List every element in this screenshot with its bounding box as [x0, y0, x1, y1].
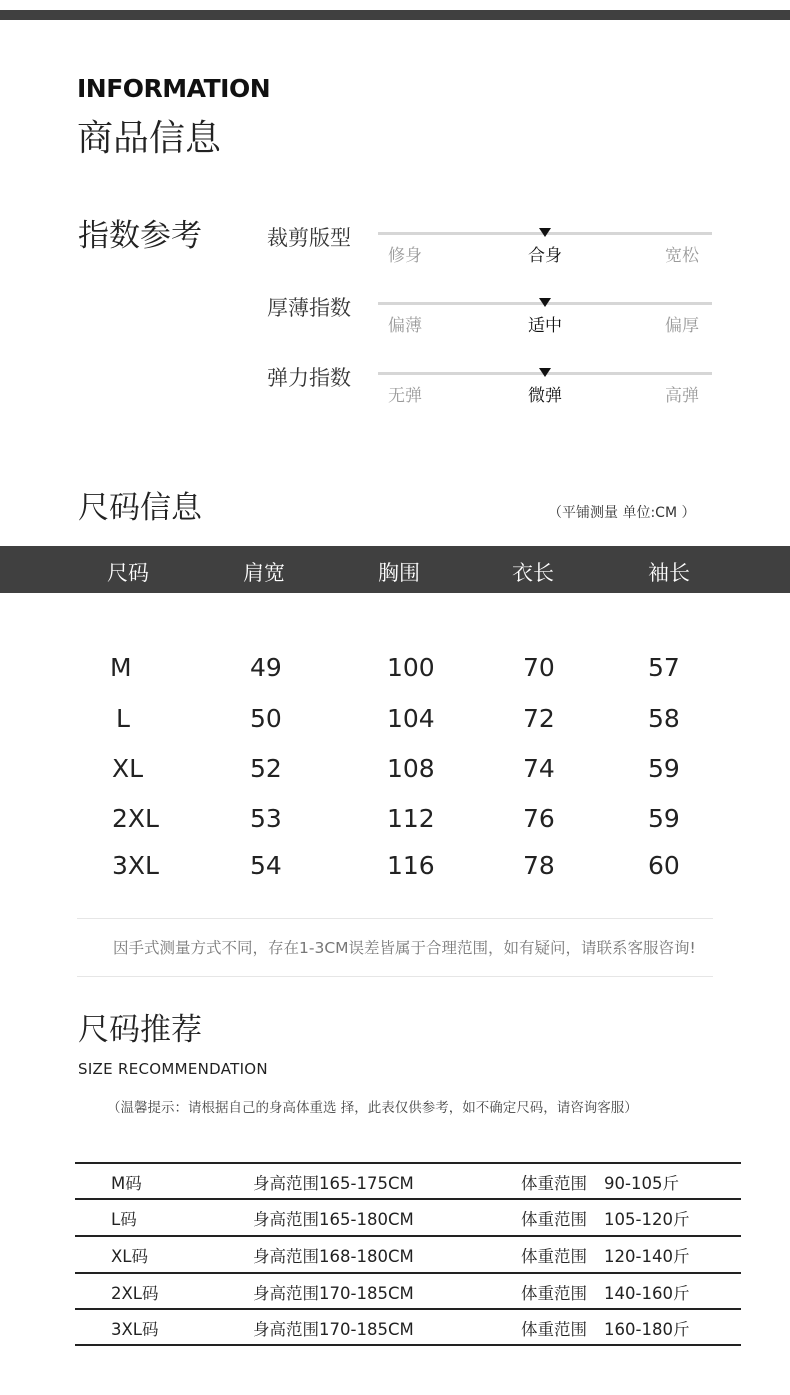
weight-label: 体重范围 — [521, 1210, 587, 1229]
weight-range: 105-120斤 — [604, 1210, 690, 1229]
product-info-heading: 商品信息 — [77, 118, 222, 159]
weight-range: 140-160斤 — [604, 1284, 690, 1303]
table-rule — [75, 1162, 741, 1164]
index-label: 裁剪版型 — [267, 226, 351, 250]
sleeve-value: 60 — [648, 851, 680, 880]
divider — [77, 976, 713, 977]
size-recommend-tip: （温馨提示：请根据自己的身高体重选 择，此表仅供参考，如不确定尺码，请咨询客服） — [107, 1100, 638, 1116]
shoulder-value: 53 — [250, 804, 282, 833]
size-label: M码 — [111, 1174, 142, 1193]
index-option: 微弹 — [528, 386, 562, 406]
length-value: 76 — [523, 804, 555, 833]
length-value: 74 — [523, 754, 555, 783]
index-option: 偏厚 — [665, 316, 699, 336]
size-info-title: 尺码信息 — [78, 490, 202, 526]
weight-range: 90-105斤 — [604, 1174, 679, 1193]
size-label: 3XL码 — [111, 1320, 159, 1339]
shoulder-value: 52 — [250, 754, 282, 783]
size-label: 2XL码 — [111, 1284, 159, 1303]
shoulder-value: 49 — [250, 653, 282, 682]
chest-value: 108 — [387, 754, 435, 783]
length-value: 78 — [523, 851, 555, 880]
index-marker-icon — [539, 368, 551, 377]
weight-range: 120-140斤 — [604, 1247, 690, 1266]
index-option: 合身 — [528, 246, 562, 266]
measurement-disclaimer: 因手式测量方式不同，存在1-3CM误差皆属于合理范围，如有疑问，请联系客服咨询! — [113, 939, 696, 957]
index-label: 厚薄指数 — [267, 296, 351, 320]
chest-value: 100 — [387, 653, 435, 682]
weight-label: 体重范围 — [521, 1247, 587, 1266]
table-rule — [75, 1344, 741, 1346]
weight-range: 160-180斤 — [604, 1320, 690, 1339]
length-value: 70 — [523, 653, 555, 682]
table-rule — [75, 1198, 741, 1200]
size-value: M — [110, 653, 132, 682]
index-option: 修身 — [388, 246, 422, 266]
size-value: 2XL — [112, 804, 159, 833]
chest-value: 104 — [387, 704, 435, 733]
size-label: XL码 — [111, 1247, 148, 1266]
index-option: 偏薄 — [388, 316, 422, 336]
sleeve-value: 59 — [648, 754, 680, 783]
header-sleeve: 袖长 — [648, 561, 690, 585]
information-heading: INFORMATION — [77, 74, 271, 103]
height-range: 身高范围165-180CM — [253, 1210, 414, 1229]
sleeve-value: 58 — [648, 704, 680, 733]
index-option: 无弹 — [388, 386, 422, 406]
index-label: 弹力指数 — [267, 366, 351, 390]
header-shoulder: 肩宽 — [243, 561, 285, 585]
index-reference-title: 指数参考 — [78, 218, 202, 254]
index-option: 宽松 — [665, 246, 699, 266]
size-label: L码 — [111, 1210, 137, 1229]
table-rule — [75, 1272, 741, 1274]
height-range: 身高范围168-180CM — [253, 1247, 414, 1266]
size-recommend-title: 尺码推荐 — [78, 1012, 202, 1048]
shoulder-value: 50 — [250, 704, 282, 733]
table-rule — [75, 1235, 741, 1237]
chest-value: 112 — [387, 804, 435, 833]
size-value: L — [116, 704, 130, 733]
size-value: XL — [112, 754, 144, 783]
weight-label: 体重范围 — [521, 1284, 587, 1303]
divider — [77, 918, 713, 919]
header-size: 尺码 — [107, 561, 149, 585]
measure-note: （平铺测量 单位:CM ） — [548, 505, 696, 521]
header-length: 衣长 — [512, 561, 554, 585]
size-table-header — [0, 546, 790, 593]
length-value: 72 — [523, 704, 555, 733]
index-option: 适中 — [528, 316, 562, 336]
top-bar — [0, 10, 790, 20]
weight-label: 体重范围 — [521, 1174, 587, 1193]
index-marker-icon — [539, 228, 551, 237]
index-option: 高弹 — [665, 386, 699, 406]
size-value: 3XL — [112, 851, 159, 880]
height-range: 身高范围170-185CM — [253, 1284, 414, 1303]
sleeve-value: 59 — [648, 804, 680, 833]
height-range: 身高范围165-175CM — [253, 1174, 414, 1193]
shoulder-value: 54 — [250, 851, 282, 880]
height-range: 身高范围170-185CM — [253, 1320, 414, 1339]
index-marker-icon — [539, 298, 551, 307]
table-rule — [75, 1308, 741, 1310]
sleeve-value: 57 — [648, 653, 680, 682]
chest-value: 116 — [387, 851, 435, 880]
header-chest: 胸围 — [378, 561, 420, 585]
size-recommend-subtitle: SIZE RECOMMENDATION — [78, 1060, 268, 1078]
weight-label: 体重范围 — [521, 1320, 587, 1339]
